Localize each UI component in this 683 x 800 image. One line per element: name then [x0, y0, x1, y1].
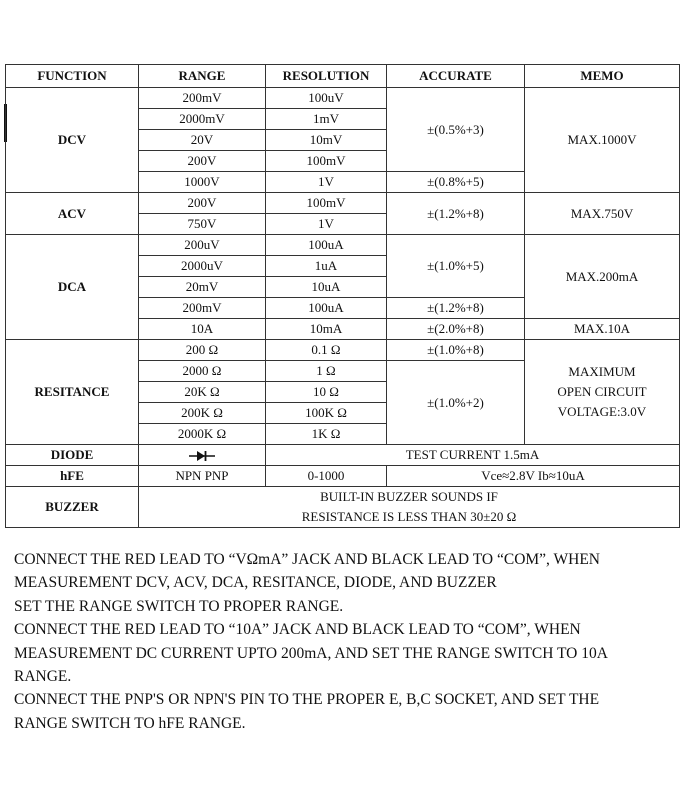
function-diode: DIODE — [6, 445, 139, 466]
accuracy-cell: ±(0.5%+3) — [387, 88, 525, 172]
resolution-cell: 10 Ω — [266, 382, 387, 403]
buzzer-note-line: BUILT-IN BUZZER SOUNDS IF — [320, 489, 498, 504]
resolution-cell: 100uV — [266, 88, 387, 109]
resolution-cell: 1V — [266, 172, 387, 193]
resolution-cell: 0-1000 — [266, 466, 387, 487]
range-cell: 20mV — [139, 277, 266, 298]
function-resistance: RESITANCE — [6, 340, 139, 445]
header-function: FUNCTION — [6, 65, 139, 88]
range-cell: 200mV — [139, 298, 266, 319]
instruction-line: CONNECT THE PNP'S OR NPN'S PIN TO THE PROPER E, B,C SOCKET, AND SET THE — [14, 691, 600, 709]
function-buzzer: BUZZER — [6, 487, 139, 528]
range-cell: 2000K Ω — [139, 424, 266, 445]
resolution-cell: 0.1 Ω — [266, 340, 387, 361]
instruction-line: MEASUREMENT DC CURRENT UPTO 200mA, AND SET THE RANGE SWITCH TO 10A — [14, 644, 608, 662]
accuracy-cell: ±(1.2%+8) — [387, 193, 525, 235]
resolution-cell: 100uA — [266, 235, 387, 256]
accuracy-cell: ±(1.0%+8) — [387, 340, 525, 361]
buzzer-note — [139, 487, 680, 528]
range-cell: 200uV — [139, 235, 266, 256]
memo-cell: MAX.200mA — [525, 235, 680, 319]
hfe-note: Vce≈2.8V Ib≈10uA — [387, 466, 680, 487]
accuracy-cell: ±(0.8%+5) — [387, 172, 525, 193]
accuracy-cell: ±(1.0%+5) — [387, 235, 525, 298]
resolution-cell: 100mV — [266, 193, 387, 214]
diode-symbol-icon — [189, 450, 215, 462]
header-range: RANGE — [139, 65, 266, 88]
table-row — [6, 445, 680, 466]
range-cell: 200mV — [139, 88, 266, 109]
function-dca: DCA — [6, 235, 139, 340]
accuracy-cell: ±(2.0%+8) — [387, 319, 525, 340]
range-cell: 2000mV — [139, 109, 266, 130]
table-row — [6, 466, 680, 487]
memo-cell — [525, 340, 680, 445]
range-cell: NPN PNP — [139, 466, 266, 487]
table-row — [6, 88, 680, 109]
range-cell — [139, 445, 266, 466]
function-dcv: DCV — [6, 88, 139, 193]
header-resolution: RESOLUTION — [266, 65, 387, 88]
resolution-cell: 1K Ω — [266, 424, 387, 445]
memo-line: VOLTAGE:3.0V — [557, 404, 647, 419]
range-cell: 2000uV — [139, 256, 266, 277]
resolution-cell: 100mV — [266, 151, 387, 172]
function-hfe: hFE — [6, 466, 139, 487]
resolution-cell: 10mA — [266, 319, 387, 340]
resolution-cell: 1 Ω — [266, 361, 387, 382]
resolution-cell: 10uA — [266, 277, 387, 298]
range-cell: 20V — [139, 130, 266, 151]
resolution-cell: 100uA — [266, 298, 387, 319]
range-cell: 2000 Ω — [139, 361, 266, 382]
resolution-cell: 1mV — [266, 109, 387, 130]
instruction-line: RANGE. — [14, 668, 72, 686]
memo-cell: MAX.750V — [525, 193, 680, 235]
instruction-line: RANGE SWITCH TO hFE RANGE. — [14, 714, 246, 732]
table-row — [6, 340, 680, 361]
header-memo: MEMO — [525, 65, 680, 88]
instruction-line: SET THE RANGE SWITCH TO PROPER RANGE. — [14, 597, 344, 615]
range-cell: 200K Ω — [139, 403, 266, 424]
range-cell: 200 Ω — [139, 340, 266, 361]
instruction-line: MEASUREMENT DCV, ACV, DCA, RESITANCE, DIODE, AND BUZZER — [14, 574, 497, 592]
range-cell: 200V — [139, 151, 266, 172]
table-row — [6, 235, 680, 256]
header-row — [6, 65, 680, 88]
memo-line: OPEN CIRCUIT — [557, 384, 647, 399]
instruction-line: CONNECT THE RED LEAD TO “VΩmA” JACK AND BLACK LEAD TO “COM”, WHEN — [14, 551, 601, 568]
instruction-line: CONNECT THE RED LEAD TO “10A” JACK AND BLACK LEAD TO “COM”, WHEN — [14, 621, 581, 639]
memo-cell: MAX.10A — [525, 319, 680, 340]
table-row — [6, 487, 680, 528]
resolution-cell: 1uA — [266, 256, 387, 277]
range-cell: 750V — [139, 214, 266, 235]
resolution-cell: 100K Ω — [266, 403, 387, 424]
buzzer-note-line: RESISTANCE IS LESS THAN 30±20 Ω — [301, 509, 517, 524]
diode-note: TEST CURRENT 1.5mA — [266, 445, 680, 466]
header-accurate: ACCURATE — [387, 65, 525, 88]
spec-table — [5, 64, 680, 528]
accuracy-cell: ±(1.0%+2) — [387, 361, 525, 445]
resolution-cell: 10mV — [266, 130, 387, 151]
function-acv: ACV — [6, 193, 139, 235]
range-cell: 20K Ω — [139, 382, 266, 403]
table-row — [6, 193, 680, 214]
memo-line: MAXIMUM — [568, 364, 636, 379]
range-cell: 10A — [139, 319, 266, 340]
accuracy-cell: ±(1.2%+8) — [387, 298, 525, 319]
resolution-cell: 1V — [266, 214, 387, 235]
range-cell: 200V — [139, 193, 266, 214]
instructions — [14, 548, 678, 735]
range-cell: 1000V — [139, 172, 266, 193]
memo-cell: MAX.1000V — [525, 88, 680, 193]
